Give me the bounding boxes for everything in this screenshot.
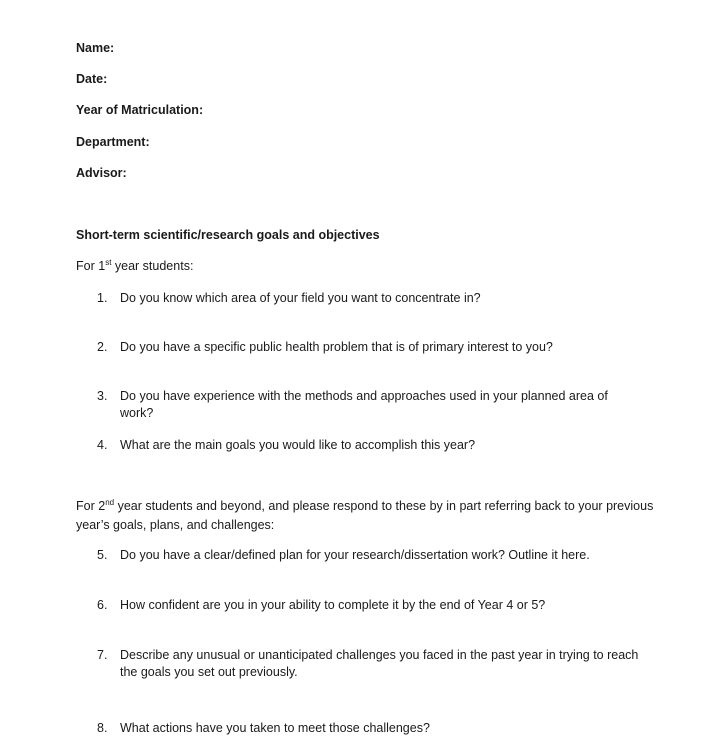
second-year-intro-suffix: year students and beyond, and please respond to these by in part referring back to your previous year’s goals, plans, and challenges: bbox=[76, 499, 654, 532]
second-year-intro bbox=[76, 497, 666, 535]
question-number: 4. bbox=[97, 438, 108, 452]
question-3 bbox=[97, 388, 657, 422]
first-year-intro bbox=[76, 257, 666, 276]
question-number: 3. bbox=[97, 389, 108, 403]
question-6 bbox=[97, 597, 657, 614]
section-heading: Short-term scientific/research goals and objectives bbox=[76, 228, 380, 242]
name-field-label: Name: bbox=[76, 41, 115, 55]
question-2 bbox=[97, 339, 657, 356]
question-7 bbox=[97, 647, 657, 681]
question-number: 2. bbox=[97, 340, 108, 354]
question-number: 6. bbox=[97, 598, 108, 612]
first-year-intro-prefix: For 1 bbox=[76, 259, 106, 273]
question-text: Do you have experience with the methods and approaches used in your planned area of work? bbox=[120, 389, 608, 420]
question-text: Do you have a specific public health problem that is of primary interest to you? bbox=[120, 340, 553, 354]
question-text: What actions have you taken to meet those challenges? bbox=[120, 721, 430, 735]
year-of-matriculation-field-label: Year of Matriculation: bbox=[76, 103, 204, 117]
department-field-label: Department: bbox=[76, 135, 150, 149]
question-text: How confident are you in your ability to complete it by the end of Year 4 or 5? bbox=[120, 598, 546, 612]
second-year-intro-sup: nd bbox=[105, 497, 115, 507]
question-1 bbox=[97, 290, 657, 307]
second-year-intro-prefix: For 2 bbox=[76, 499, 106, 513]
question-4 bbox=[97, 437, 657, 454]
question-number: 1. bbox=[97, 291, 108, 305]
question-text: Do you have a clear/defined plan for your research/dissertation work? Outline it here. bbox=[120, 548, 590, 562]
advisor-field-label: Advisor: bbox=[76, 166, 127, 180]
question-number: 8. bbox=[97, 721, 108, 735]
date-field-label: Date: bbox=[76, 72, 108, 86]
first-year-intro-sup: st bbox=[105, 257, 112, 267]
first-year-intro-suffix: year students: bbox=[111, 259, 194, 273]
question-5 bbox=[97, 547, 657, 564]
question-number: 7. bbox=[97, 648, 108, 662]
question-text: Describe any unusual or unanticipated challenges you faced in the past year in trying to reach the goals you set out previously. bbox=[120, 648, 639, 679]
question-number: 5. bbox=[97, 548, 108, 562]
question-8 bbox=[97, 720, 657, 737]
question-text: What are the main goals you would like to accomplish this year? bbox=[120, 438, 476, 452]
question-text: Do you know which area of your field you want to concentrate in? bbox=[120, 291, 481, 305]
